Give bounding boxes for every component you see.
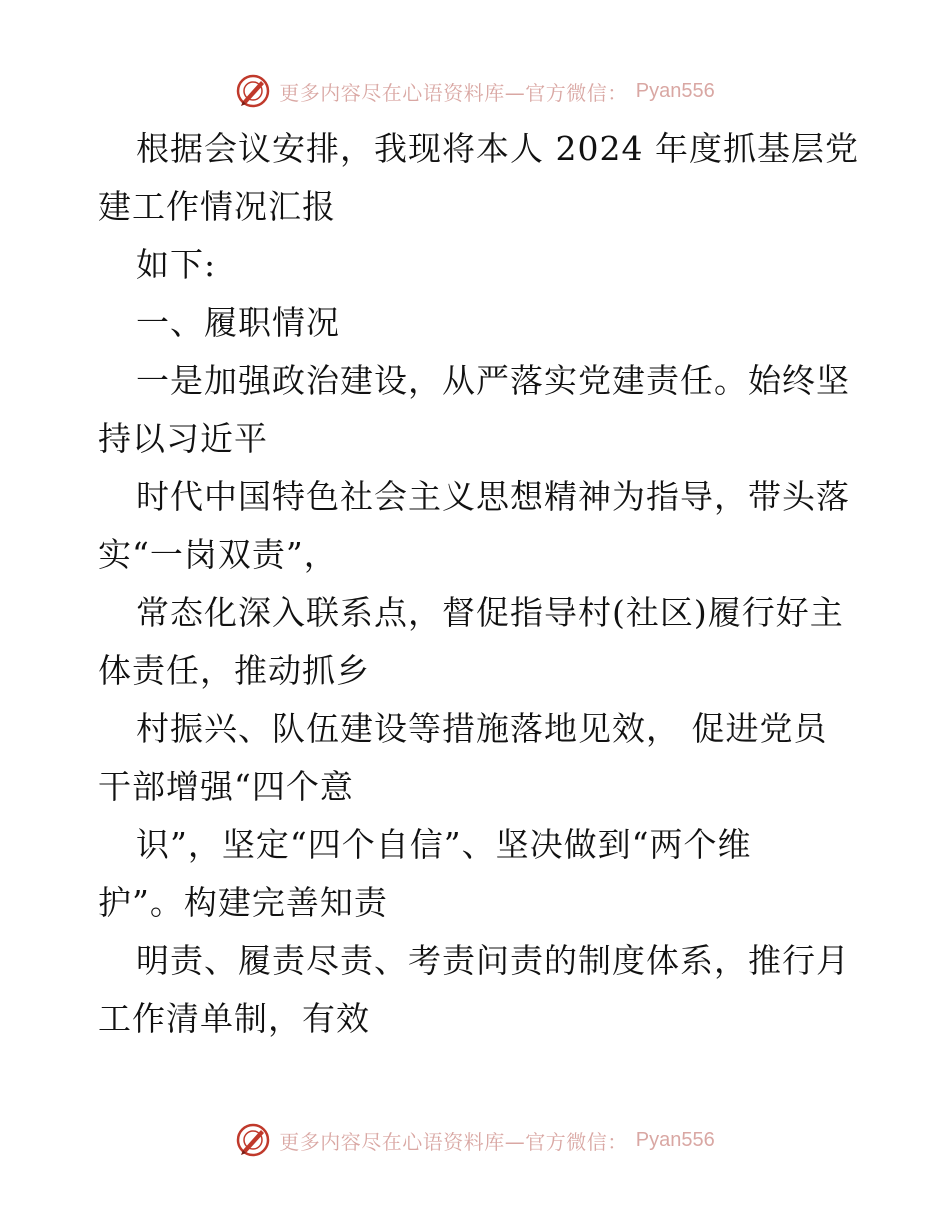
body-line: 持以习近平 [98, 419, 268, 458]
body-line: 识”，坚定“四个自信”、坚决做到“两个维 [136, 825, 752, 864]
body-line: 体责任，推动抓乡 [98, 651, 370, 690]
body-line: 如下: [136, 245, 217, 284]
header-promo-text: 更多内容尽在心语资料库—官方微信： [279, 80, 628, 105]
body-line: 一是加强政治建设，从严落实党建责任。始终坚 [136, 361, 850, 400]
body-line: 常态化深入联系点，督促指导村(社区)履行好主 [136, 593, 844, 632]
body-line: 护”。构建完善知责 [98, 883, 388, 922]
body-line: 工作清单制，有效 [98, 999, 370, 1038]
header-wechat-handle[interactable]: Pyan556 [635, 79, 715, 102]
section-heading: 一、履职情况 [136, 303, 340, 342]
body-line: 村振兴、队伍建设等措施落地见效， 促进党员 [136, 709, 828, 748]
body-line: 实“一岗双责”， [98, 535, 338, 574]
footer-promo-text: 更多内容尽在心语资料库—官方微信： [279, 1129, 628, 1154]
pen-logo-icon [235, 73, 271, 109]
footer-banner[interactable] [0, 1120, 950, 1160]
body-line: 时代中国特色社会主义思想精神为指导，带头落 [136, 477, 850, 516]
pen-logo-icon [235, 1122, 271, 1158]
body-line: 干部增强“四个意 [98, 767, 354, 806]
header-banner[interactable] [0, 71, 950, 111]
body-line: 明责、履责尽责、考责问责的制度体系，推行月 [136, 941, 850, 980]
body-line: 建工作情况汇报 [98, 187, 336, 226]
document-body [98, 120, 858, 1048]
body-line: 根据会议安排，我现将本人 2024 年度抓基层党 [136, 129, 859, 168]
footer-wechat-handle[interactable]: Pyan556 [635, 1128, 715, 1151]
